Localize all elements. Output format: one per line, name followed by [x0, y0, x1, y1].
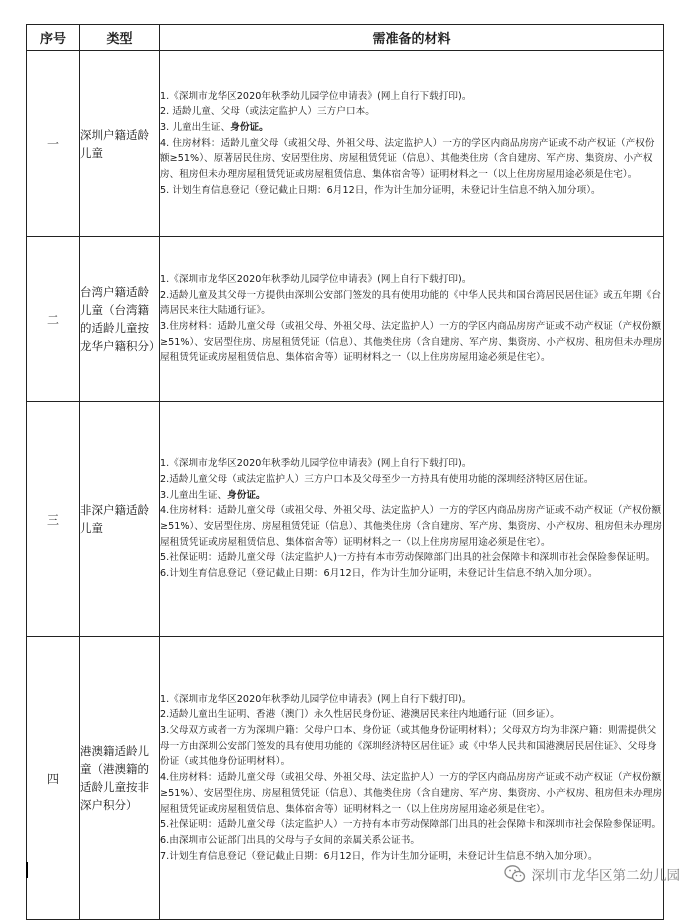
- material-item: [160, 488, 663, 504]
- material-text: 6.计划生育信息登记（登记截止日期：6月12日，作为计生加分证明，未登记计生信息不纳入加分项）。: [160, 568, 598, 580]
- footer-watermark: [504, 864, 681, 884]
- material-text: 4.住房材料：适龄儿童父母（或祖父母、外祖父母、法定监护人）一方的学区内商品房房产证或不动产权证（产权份额≥51%）、安居型住房、房屋租赁凭证（信息）、其他类住房（含自建房、军产房、集资房、小产权房、租房但未办理房屋租赁凭证或房屋租赁信息、集体宿舍等）证明材料之一（以上住房房屋用途必须是住宅）。: [160, 505, 663, 548]
- material-text: 1.《深圳市龙华区2020年秋季幼儿园学位申请表》(网上自行下载打印)。: [160, 693, 472, 705]
- material-item: [160, 183, 663, 199]
- wechat-icon: [504, 864, 526, 884]
- material-text: 2.适龄儿童出生证明、香港（澳门）永久性居民身份证、港澳居民来往内地通行证（回乡证）。: [160, 709, 560, 721]
- material-item: [160, 723, 663, 770]
- material-item: [160, 503, 663, 550]
- row-serial: 四: [27, 637, 80, 920]
- material-item: [160, 817, 663, 833]
- material-text: 1.《深圳市龙华区2020年秋季幼儿园学位申请表》(网上自行下载打印)。: [160, 458, 472, 470]
- row-type: 港澳籍适龄儿童（港澳籍的适龄儿童按非深户积分）: [80, 637, 160, 920]
- material-text: 2.适龄儿童及其父母一方提供由深圳公安部门签发的具有使用功能的《中华人民共和国台湾居民居住证》或五年期《台湾居民来往大陆通行证》。: [160, 289, 662, 317]
- row-materials: [160, 402, 664, 637]
- header-serial: 序号: [27, 25, 80, 51]
- material-item: [160, 89, 663, 105]
- material-text: 2. 适龄儿童、父母（或法定监护人）三方户口本。: [160, 106, 375, 118]
- material-text: 6.由深圳市公证部门出具的父母与子女间的亲属关系公证书。: [160, 834, 420, 846]
- material-text: 5. 计划生育信息登记（登记截止日期：6月12日，作为计生加分证明，未登记计生信息不纳入加分项）。: [160, 184, 601, 196]
- material-text: 1.《深圳市龙华区2020年秋季幼儿园学位申请表》(网上自行下载打印)。: [160, 90, 472, 102]
- account-name: 深圳市龙华区第二幼儿园: [531, 868, 680, 884]
- material-text-bold: 身份证。: [230, 121, 269, 133]
- material-text: 3.住房材料：适龄儿童父母（或祖父母、外祖父母、法定监护人）一方的学区内商品房房产证或不动产权证（产权份额≥51%）、安居型住房、房屋租赁凭证（信息）、其他类住房（含自建房、军产房、集资房、小产权房、租房但未办理房屋租赁凭证或房屋租赁信息、集体宿舍等）证明材料之一（以上住房房屋用途必须是住宅）。: [160, 321, 663, 364]
- material-text: 7.计划生育信息登记（登记截止日期：6月12日，作为计生加分证明，未登记计生信息不纳入加分项）。: [160, 850, 598, 862]
- material-text: 4.住房材料：适龄儿童父母（或祖父母、外祖父母、法定监护人）一方的学区内商品房房产证或不动产权证（产权份额≥51%）、安居型住房、房屋租赁凭证（信息）、其他类住房（含自建房、军产房、集资房、小产权房、租房但未办理房屋租赁凭证或房屋租赁信息、集体宿舍等）证明材料之一（以上住房房屋用途必须是住宅）。: [160, 772, 663, 815]
- row-type: 深圳户籍适龄儿童: [80, 51, 160, 237]
- header-materials: 需准备的材料: [160, 25, 664, 51]
- material-item: [160, 319, 663, 366]
- row-serial: 三: [27, 402, 80, 637]
- material-text: 2.适龄儿童父母（或法定监护人）三方户口本及父母至少一方持具有使用功能的深圳经济特区居住证。: [160, 473, 594, 485]
- row-materials: [160, 237, 664, 402]
- table-row: [27, 237, 664, 402]
- material-text: 3.父母双方或者一方为深圳户籍：父母户口本、身份证（或其他身份证明材料）；父母双方均为非深户籍：则需提供父母一方由深圳公安部门签发的具有使用功能的《深圳经济特区居住证》或《中华人民共和国港澳居民居住证》、父母身份证（或其他身份证明材料）。: [160, 725, 657, 768]
- row-materials: [160, 51, 664, 237]
- material-item: [160, 566, 663, 582]
- material-item: [160, 472, 663, 488]
- material-item: [160, 833, 663, 849]
- material-item: [160, 104, 663, 120]
- header-row: [27, 25, 664, 51]
- material-item: [160, 770, 663, 817]
- text-cursor: [26, 862, 28, 878]
- material-text-bold: 身份证。: [227, 489, 266, 501]
- row-type: 台湾户籍适龄儿童（台湾籍的适龄儿童按龙华户籍积分）: [80, 237, 160, 402]
- material-item: [160, 136, 663, 183]
- material-item: [160, 692, 663, 708]
- material-item: [160, 849, 663, 865]
- row-serial: 二: [27, 237, 80, 402]
- material-item: [160, 456, 663, 472]
- material-text: 3. 儿童出生证、: [160, 121, 231, 133]
- material-item: [160, 272, 663, 288]
- materials-table: [26, 24, 664, 920]
- table-row: [27, 402, 664, 637]
- material-text: 5.社保证明：适龄儿童父母（法定监护人）一方持有本市劳动保障部门出具的社会保障卡和深圳市社会保险参保证明。: [160, 819, 662, 831]
- material-text: 1.《深圳市龙华区2020年秋季幼儿园学位申请表》(网上自行下载打印)。: [160, 273, 472, 285]
- material-item: [160, 288, 663, 319]
- row-type: 非深户籍适龄儿童: [80, 402, 160, 637]
- material-text: 5.社保证明：适龄儿童父母（法定监护人)一方持有本市劳动保障部门出具的社会保障卡和深圳市社会保险参保证明。: [160, 552, 656, 564]
- material-item: [160, 707, 663, 723]
- table-row: [27, 51, 664, 237]
- material-text: 4. 住房材料：适龄儿童父母（或祖父母、外祖父母、法定监护人）一方的学区内商品房房产证或不动产权证（产权份额≥51%）、原著居民住房、安居型住房、房屋租赁凭证（信息）、其他类住房（含自建房、军产房、集资房、小产权房、租房但未办理房屋租赁凭证或房屋租赁信息、集体宿舍等）证明材料之一（以上住房房屋用途必须是住宅）。: [160, 137, 655, 181]
- row-serial: 一: [27, 51, 80, 237]
- material-item: [160, 120, 663, 136]
- material-item: [160, 550, 663, 566]
- header-type: 类型: [80, 25, 160, 51]
- material-text: 3.儿童出生证、: [160, 489, 228, 501]
